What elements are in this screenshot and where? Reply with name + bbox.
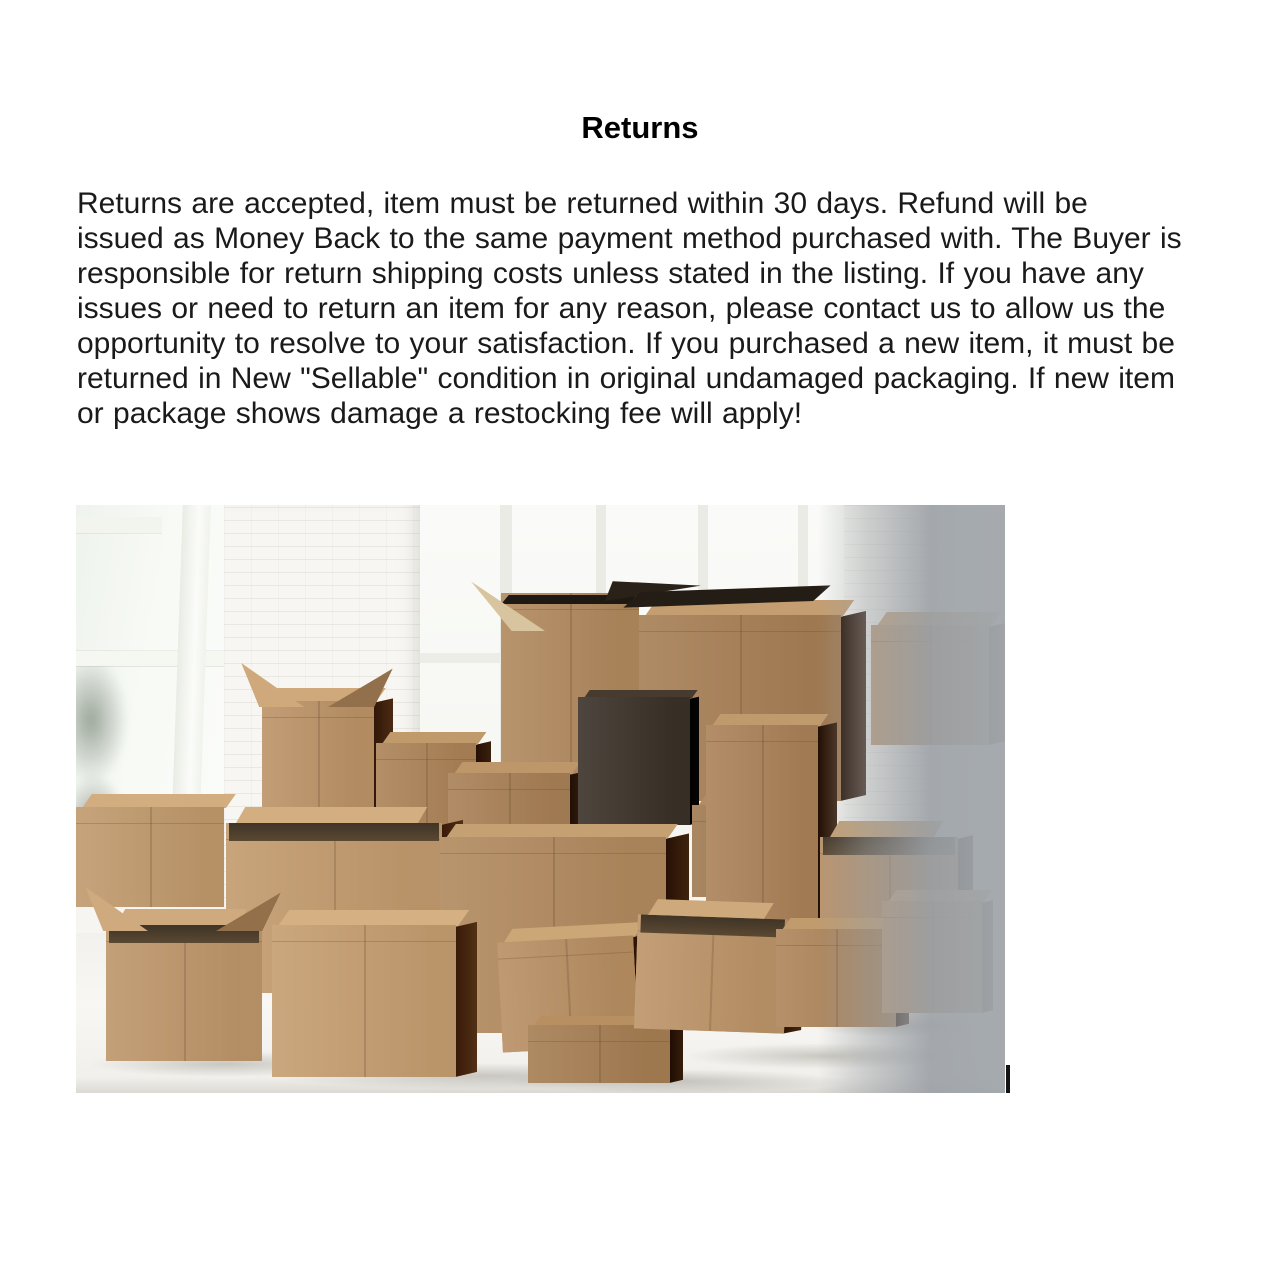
box-back-flap	[236, 807, 427, 823]
box-front-face	[262, 701, 374, 823]
returns-policy-text: Returns are accepted, item must be returned within 30 days. Refund will be issued as Money Back to the same payment method purchased with. The Buyer is responsible for return shipping costs unless stated in the listing. If you have any issues or need to return an item for any reason, please contact us to allow us the opportunity to resolve to your satisfaction. If you purchased a new item, it must be returned in New "Sellable" condition in original undamaged packaging. If new item or package shows damage a restocking fee will apply!	[77, 187, 1182, 430]
cardboard-box	[76, 807, 224, 907]
box-side-face	[455, 922, 477, 1077]
box-seam	[599, 1025, 601, 1083]
box-front-face	[272, 925, 456, 1077]
moving-boxes-photo	[76, 505, 1005, 1093]
box-seam	[376, 759, 476, 760]
box-seam	[272, 941, 456, 942]
box-front-face	[106, 925, 262, 1061]
page-title: Returns	[581, 110, 699, 145]
box-seam	[639, 631, 841, 632]
box-front-face	[578, 697, 690, 825]
box-seam	[706, 741, 818, 742]
box-seam	[318, 701, 320, 823]
box-seam	[262, 717, 374, 718]
cardboard-box	[106, 925, 262, 1061]
text-cursor	[1006, 1065, 1010, 1093]
cardboard-box	[578, 697, 690, 825]
box-front-face	[528, 1025, 670, 1083]
cardboard-box	[634, 914, 788, 1033]
box-seam	[426, 743, 428, 829]
cardboard-box	[272, 925, 456, 1077]
box-seam	[570, 593, 572, 775]
box-seam	[364, 925, 366, 1077]
box-seam	[448, 789, 570, 790]
box-seam	[184, 925, 186, 1061]
box-side-face	[669, 1024, 683, 1083]
box-seam	[501, 609, 639, 610]
cardboard-box	[262, 701, 374, 823]
box-seam	[440, 853, 666, 854]
window-frame-bar	[76, 517, 162, 533]
box-top-face	[446, 824, 678, 838]
box-seam	[150, 807, 152, 907]
cardboard-box	[528, 1025, 670, 1083]
box-seam	[76, 823, 224, 824]
box-seam	[528, 1041, 670, 1042]
gray-wall-blur	[818, 505, 1005, 1093]
box-front-face	[76, 807, 224, 907]
box-top-face	[278, 910, 469, 926]
box-top-face	[82, 794, 236, 808]
box-open-interior	[229, 823, 439, 841]
